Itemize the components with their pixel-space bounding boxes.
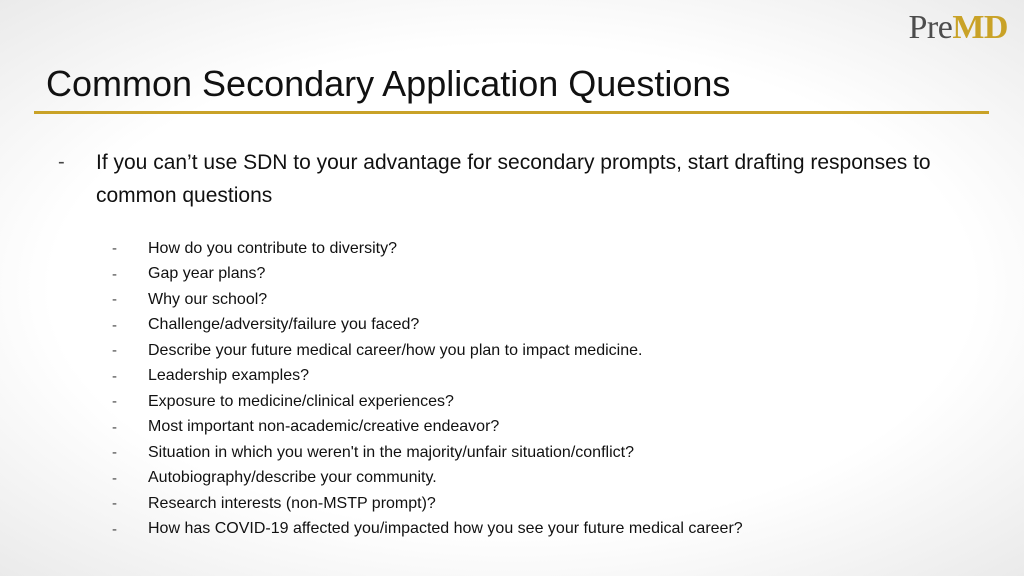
list-item-text: Challenge/adversity/failure you faced? <box>148 316 420 334</box>
bullet-marker: - <box>112 291 117 309</box>
list-item <box>112 313 972 339</box>
question-list <box>112 236 972 542</box>
bullet-marker: - <box>112 469 117 487</box>
bullet-marker: - <box>112 418 117 436</box>
list-item <box>112 415 972 441</box>
list-item-text: Most important non-academic/creative endeavor? <box>148 418 500 436</box>
bullet-marker: - <box>112 520 117 538</box>
main-bullet <box>58 146 938 212</box>
bullet-marker: - <box>112 342 117 360</box>
list-item-text: Exposure to medicine/clinical experiences? <box>148 392 454 410</box>
list-item-text: Research interests (non-MSTP prompt)? <box>148 494 436 512</box>
bullet-marker: - <box>112 367 117 385</box>
list-item <box>112 466 972 492</box>
main-bullet-text: If you can’t use SDN to your advantage for secondary prompts, start drafting responses to common questions <box>96 151 931 207</box>
bullet-marker: - <box>58 151 65 173</box>
logo-pre-text: Pre <box>908 9 953 46</box>
list-item <box>112 517 972 543</box>
list-item <box>112 262 972 288</box>
list-item-text: Gap year plans? <box>148 265 266 283</box>
list-item <box>112 440 972 466</box>
list-item <box>112 287 972 313</box>
premd-logo <box>909 8 1008 48</box>
list-item-text: Situation in which you weren't in the majority/unfair situation/conflict? <box>148 443 634 461</box>
list-item-text: Leadership examples? <box>148 367 309 385</box>
slide-title: Common Secondary Application Questions <box>46 63 731 104</box>
list-item-text: How has COVID-19 affected you/impacted how you see your future medical career? <box>148 520 743 538</box>
logo-md-text: MD <box>952 9 1008 46</box>
list-item-text: Why our school? <box>148 290 268 308</box>
list-item <box>112 389 972 415</box>
bullet-marker: - <box>112 240 117 258</box>
list-item <box>112 338 972 364</box>
list-item <box>112 364 972 390</box>
title-divider <box>34 111 989 114</box>
bullet-marker: - <box>112 316 117 334</box>
bullet-marker: - <box>112 265 117 283</box>
list-item <box>112 491 972 517</box>
list-item <box>112 236 972 262</box>
list-item-text: How do you contribute to diversity? <box>148 239 398 257</box>
list-item-text: Describe your future medical career/how you plan to impact medicine. <box>148 341 643 359</box>
bullet-marker: - <box>112 444 117 462</box>
list-item-text: Autobiography/describe your community. <box>148 469 437 487</box>
bullet-marker: - <box>112 495 117 513</box>
bullet-marker: - <box>112 393 117 411</box>
